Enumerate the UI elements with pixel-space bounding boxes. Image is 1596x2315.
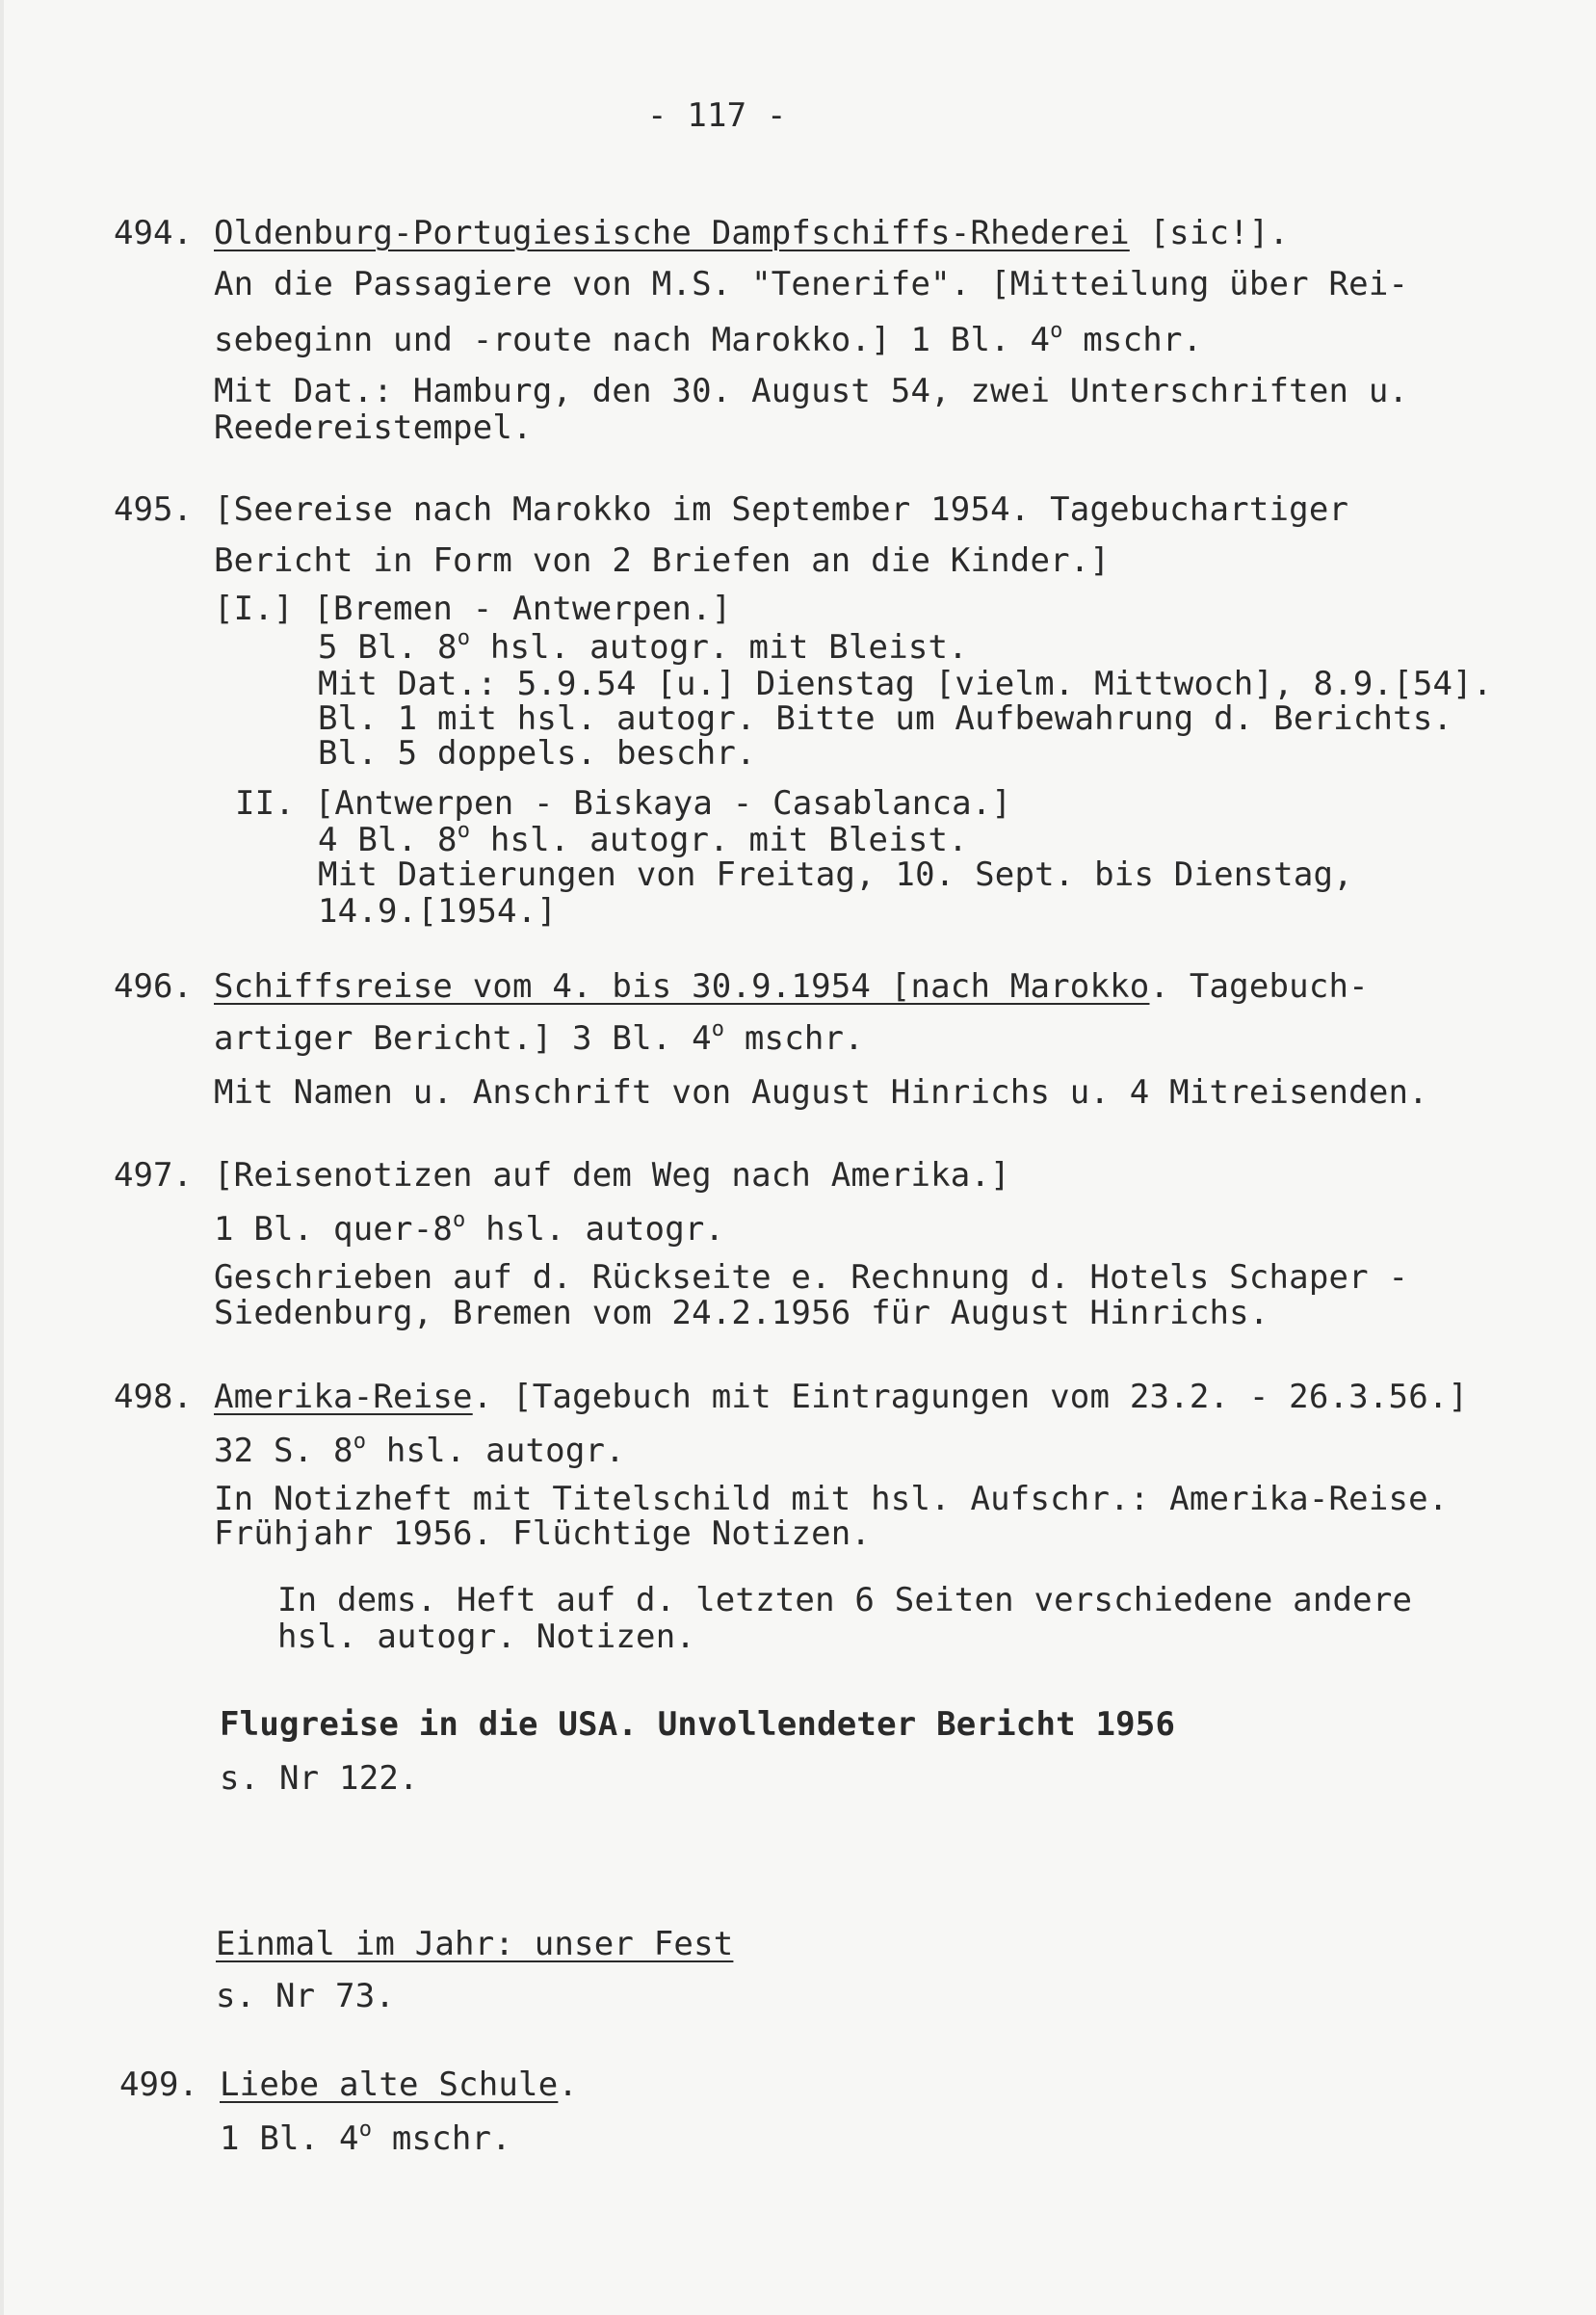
reference-einmal-title-line	[216, 1925, 733, 1963]
page-edge	[0, 0, 4, 2315]
entry-494-title-line	[214, 214, 1289, 252]
entry-495-line-7: Bl. 5 doppels. beschr.	[318, 734, 756, 773]
entry-499-title-line	[220, 2065, 578, 2104]
entry-497-line-2	[214, 1210, 724, 1253]
entry-495-line-2: Bericht in Form von 2 Briefen an die Kinder.]	[214, 541, 1111, 580]
degree-sup: o	[453, 1208, 466, 1232]
entry-495-line-9a: 4 Bl. 8	[318, 821, 458, 859]
degree-sup: o	[1050, 319, 1063, 343]
entry-498-title-line	[214, 1378, 1468, 1416]
entry-494-line-4: Mit Dat.: Hamburg, den 30. August 54, zwei Unterschriften u.	[214, 372, 1409, 410]
reference-einmal-title: Einmal im Jahr: unser Fest	[216, 1925, 734, 1963]
entry-495-number: 495.	[114, 490, 193, 529]
entry-499-line-2b: mschr.	[372, 2119, 511, 2158]
entry-496-number: 496.	[114, 967, 193, 1006]
entry-496-line-3: Mit Namen u. Anschrift von August Hinrichs u. 4 Mitreisenden.	[214, 1073, 1428, 1112]
entry-496-title-rest: . Tagebuch-	[1149, 967, 1369, 1006]
entry-495-line-4b: hsl. autogr. mit Bleist.	[470, 628, 968, 667]
entry-496-line-2a: artiger Bericht.] 3 Bl. 4	[214, 1019, 712, 1058]
entry-494-line-5: Reedereistempel.	[214, 408, 533, 447]
entry-495-line-1: [Seereise nach Marokko im September 1954. Tagebuchartiger	[214, 490, 1349, 529]
entry-496-title-line	[214, 967, 1369, 1006]
entry-497-line-2b: hsl. autogr.	[465, 1210, 725, 1249]
entry-495-line-8: II. [Antwerpen - Biskaya - Casablanca.]	[235, 784, 1012, 823]
reference-flugreise-see: s. Nr 122.	[220, 1759, 419, 1798]
page-number: - 117 -	[647, 96, 787, 135]
degree-sup: o	[353, 1430, 367, 1454]
degree-sup: o	[457, 819, 471, 843]
entry-499-title: Liebe alte Schule	[220, 2065, 559, 2104]
entry-495-line-10: Mit Datierungen von Freitag, 10. Sept. bis Dienstag,	[318, 855, 1353, 894]
entry-495-line-11: 14.9.[1954.]	[318, 892, 558, 931]
entry-497-line-1: [Reisenotizen auf dem Weg nach Amerika.]	[214, 1156, 1010, 1195]
degree-sup: o	[358, 2118, 373, 2142]
entry-498-line-5: In dems. Heft auf d. letzten 6 Seiten verschiedene andere	[277, 1581, 1413, 1619]
entry-499-number: 499.	[119, 2065, 198, 2104]
entry-498-line-3: In Notizheft mit Titelschild mit hsl. Aufschr.: Amerika-Reise.	[214, 1480, 1449, 1518]
degree-sup: o	[457, 626, 471, 650]
entry-498-number: 498.	[114, 1378, 193, 1416]
entry-498-line-2	[214, 1432, 625, 1475]
entry-498-line-2a: 32 S. 8	[214, 1432, 353, 1470]
entry-497-line-2a: 1 Bl. quer-8	[214, 1210, 454, 1249]
entry-494-line-3b: mschr.	[1062, 321, 1203, 359]
entry-499-line-2a: 1 Bl. 4	[220, 2119, 359, 2158]
entry-494-line-3	[214, 321, 1202, 364]
entry-498-line-6: hsl. autogr. Notizen.	[277, 1618, 696, 1656]
entry-496-line-2	[214, 1019, 864, 1063]
entry-494-title-rest: [sic!].	[1129, 214, 1290, 252]
entry-494-line-2: An die Passagiere von M.S. "Tenerife". [Mitteilung über Rei-	[214, 265, 1409, 303]
entry-498-line-4: Frühjahr 1956. Flüchtige Notizen.	[214, 1514, 872, 1553]
entry-495-line-5: Mit Dat.: 5.9.54 [u.] Dienstag [vielm. Mittwoch], 8.9.[54].	[318, 665, 1493, 703]
entry-498-title-rest: . [Tagebuch mit Eintragungen vom 23.2. - 26.3.56.]	[472, 1378, 1469, 1416]
entry-496-line-2b: mschr.	[724, 1019, 864, 1058]
reference-flugreise-title: Flugreise in die USA. Unvollendeter Bericht 1956	[220, 1705, 1176, 1744]
entry-495-line-3: [I.] [Bremen - Antwerpen.]	[214, 590, 732, 628]
entry-499-title-rest: .	[558, 2065, 579, 2104]
entry-497-number: 497.	[114, 1156, 193, 1195]
degree-sup: o	[711, 1017, 725, 1041]
entry-499-line-2	[220, 2119, 511, 2163]
entry-494-line-3a: sebeginn und -route nach Marokko.] 1 Bl. 4	[214, 321, 1051, 359]
entry-496-title: Schiffsreise vom 4. bis 30.9.1954 [nach Marokko	[214, 967, 1150, 1006]
entry-498-title: Amerika-Reise	[214, 1378, 473, 1416]
reference-einmal-see: s. Nr 73.	[216, 1977, 396, 2015]
entry-498-line-2b: hsl. autogr.	[366, 1432, 625, 1470]
entry-495-line-6: Bl. 1 mit hsl. autogr. Bitte um Aufbewahrung d. Berichts.	[318, 699, 1453, 738]
entry-495-line-9b: hsl. autogr. mit Bleist.	[470, 821, 968, 859]
entry-495-line-4a: 5 Bl. 8	[318, 628, 458, 667]
entry-497-line-4: Siedenburg, Bremen vom 24.2.1956 für August Hinrichs.	[214, 1294, 1269, 1332]
entry-494-title: Oldenburg-Portugiesische Dampfschiffs-Rhederei	[214, 214, 1130, 252]
entry-497-line-3: Geschrieben auf d. Rückseite e. Rechnung d. Hotels Schaper -	[214, 1258, 1409, 1297]
entry-494-number: 494.	[114, 214, 193, 252]
